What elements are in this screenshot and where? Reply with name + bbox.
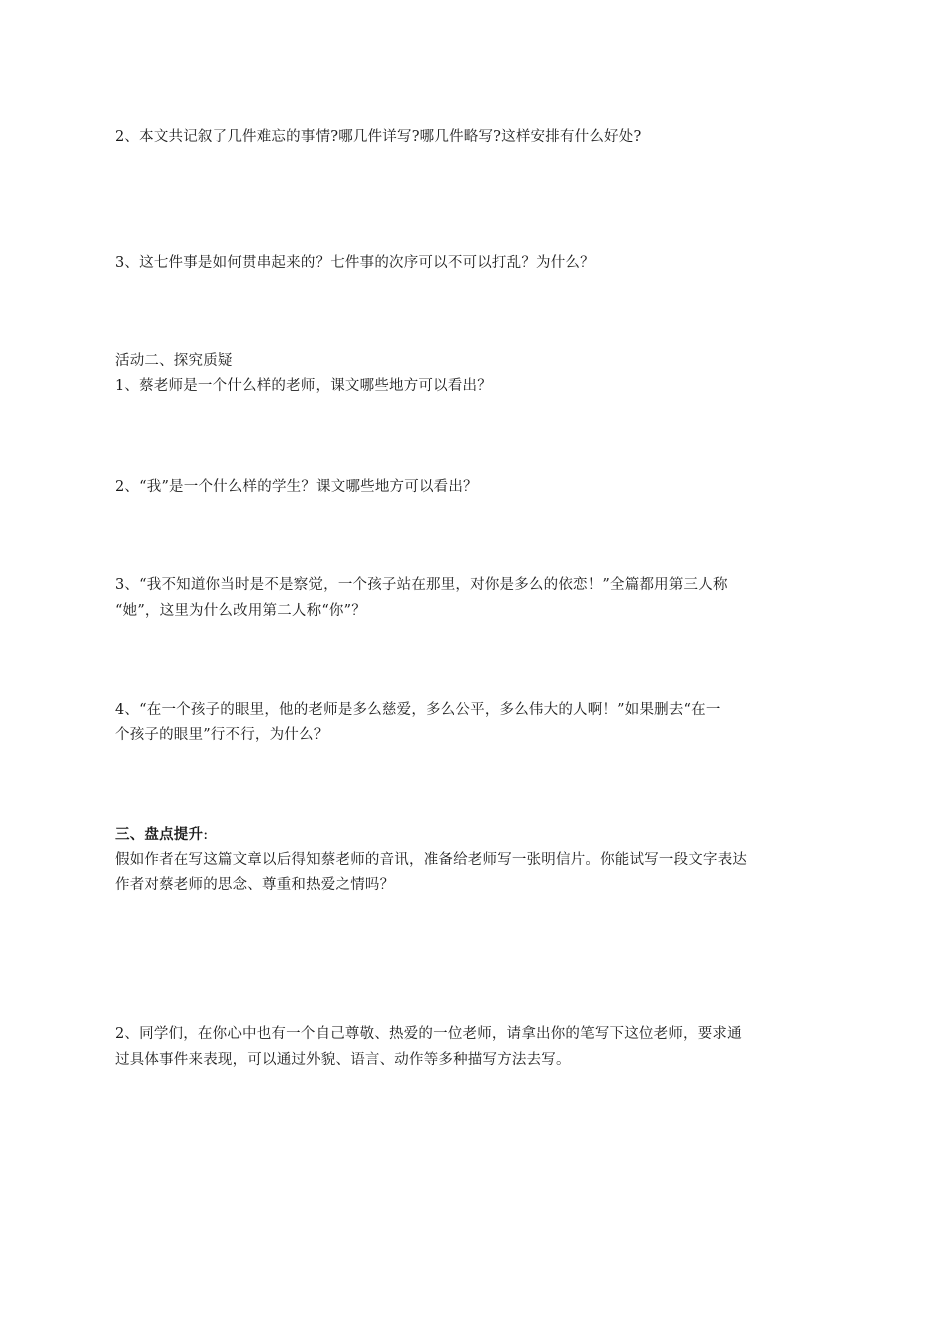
activity-two-question-3-line-2: “她”，这里为什么改用第二人称“你”？ xyxy=(115,603,366,619)
question-2-events: 2、本文共记叙了几件难忘的事情?哪几件详写?哪几件略写?这样安排有什么好处? xyxy=(115,129,642,145)
question-3-sequence: 3、这七件事是如何贯串起来的？七件事的次序可以不可以打乱？为什么？ xyxy=(115,255,595,271)
section-three-heading-row xyxy=(115,822,840,848)
section-three-paragraph-1-line-2: 作者对蔡老师的思念、尊重和热爱之情吗？ xyxy=(115,877,395,893)
section-three-question-2-line-1: 2、同学们，在你心中也有一个自己尊敬、热爱的一位老师，请拿出你的笔写下这位老师，要求通 xyxy=(115,1026,742,1042)
activity-two-question-4-line-2: 个孩子的眼里”行不行，为什么？ xyxy=(115,727,329,743)
activity-two-heading: 活动二、探究质疑 xyxy=(115,353,233,369)
section-three-paragraph-1-line-1: 假如作者在写这篇文章以后得知蔡老师的音讯，准备给老师写一张明信片。你能试写一段文字表达 xyxy=(115,852,748,868)
activity-two-question-4-line-1: 4、“在一个孩子的眼里，他的老师是多么慈爱，多么公平，多么伟大的人啊！”如果删去“在一 xyxy=(115,702,721,718)
activity-two-question-3-line-1: 3、“我不知道你当时是不是察觉，一个孩子站在那里，对你是多么的依恋！”全篇都用第三人称 xyxy=(115,577,728,593)
section-three-question-2-line-2: 过具体事件来表现，可以通过外貌、语言、动作等多种描写方法去写。 xyxy=(115,1052,571,1068)
activity-two-question-2: 2、“我”是一个什么样的学生？课文哪些地方可以看出？ xyxy=(115,479,478,495)
activity-two-question-1: 1、蔡老师是一个什么样的老师，课文哪些地方可以看出？ xyxy=(115,378,492,394)
section-three-heading-colon: : xyxy=(203,827,209,843)
section-three-heading: 三、盘点提升 xyxy=(115,826,204,843)
